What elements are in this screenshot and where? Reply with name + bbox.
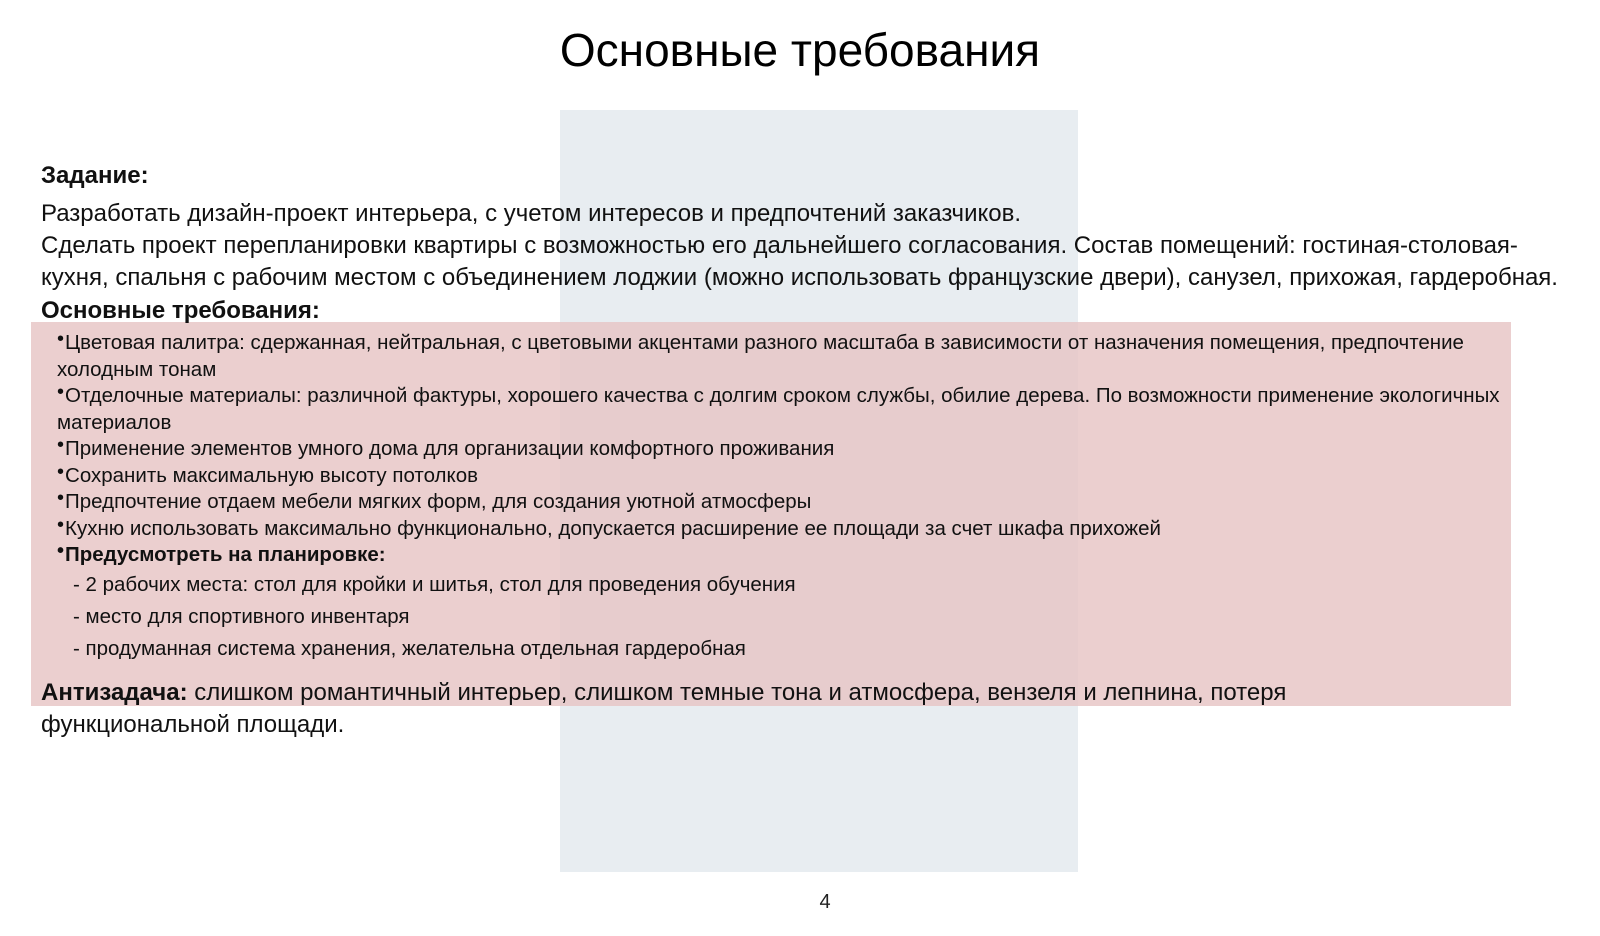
requirement-item-smart-home [57,436,1517,463]
bullet-icon: • [57,540,65,562]
layout-provisions-list [57,569,1517,665]
requirement-item-finishing-materials [57,383,1517,436]
requirement-text: Сохранить максимальную высоту потолков [65,463,478,487]
requirement-text: Предпочтение отдаем мебели мягких форм, для создания уютной атмосферы [65,490,812,513]
requirement-item-color-palette [57,330,1517,383]
provision-item-storage-system: - продуманная система хранения, желательна отдельная гардеробная [73,636,746,660]
requirement-text: Применение элементов умного дома для организации комфортного проживания [65,437,835,460]
requirement-item-furniture [57,489,1517,516]
anti-task-paragraph [41,677,1481,741]
requirement-item-layout-provisions [57,542,1517,665]
anti-task-text: слишком романтичный интерьер, слишком темные тона и атмосфера, вензеля и лепнина, потеря функциональной площади. [41,678,1287,738]
requirements-heading: Основные требования: [41,297,320,324]
bullet-icon: • [57,487,65,509]
bullet-icon: • [57,460,65,483]
bullet-icon: • [57,513,65,536]
anti-task-label: Антизадача: [41,678,188,706]
requirement-text: Кухню использовать максимально функционально, допускается расширение ее площади за счет шкафа прихожей [65,516,1161,540]
bullet-icon: • [57,381,65,403]
task-label: Задание: [41,162,149,189]
task-paragraph-2: Сделать проект перепланировки квартиры с возможностью его дальнейшего согласования. Состав помещений: гостиная-столовая-кухня, спальня с рабочим местом с объединением лоджии (можно использовать французские двери), санузел, прихожая, гардеробная. [41,232,1558,291]
slide-title: Основные требования [559,24,1041,76]
bullet-icon: • [57,434,65,456]
requirement-item-ceiling-height [57,460,1517,490]
bullet-icon: • [57,328,65,350]
requirement-text: Предусмотреть на планировке: [65,543,386,566]
requirement-text: Цветовая палитра: сдержанная, нейтральная, с цветовыми акцентами разного масштаба в зависимости от назначения помещения, предпочтение холодным тонам [57,331,1464,381]
requirement-item-kitchen [57,513,1517,543]
page-number: 4 [819,891,831,913]
slide-content [41,160,1581,741]
task-paragraph-1: Разработать дизайн-проект интерьера, с учетом интересов и предпочтений заказчиков. [41,200,1022,227]
provision-item-sports-equipment: - место для спортивного инвентаря [73,604,410,628]
requirement-text: Отделочные материалы: различной фактуры, хорошего качества с долгим сроком службы, обилие дерева. По возможности применение экологичных материалов [57,384,1500,434]
requirements-list [41,330,1517,665]
provision-item-workplaces: - 2 рабочих места: стол для кройки и шитья, стол для проведения обучения [73,572,796,596]
